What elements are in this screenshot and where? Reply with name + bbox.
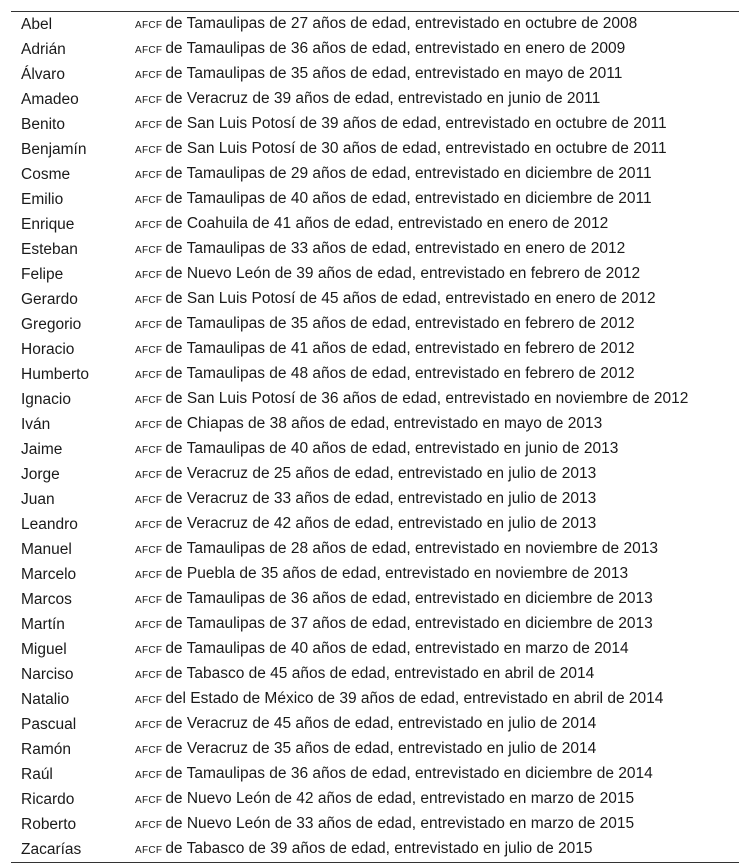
interviewee-name: Álvaro <box>21 66 65 83</box>
abbreviation-label: AFCF <box>135 795 163 806</box>
description-text: de Tamaulipas de 29 años de edad, entrevistado en diciembre de 2011 <box>165 165 652 182</box>
description-text: de Tamaulipas de 33 años de edad, entrevistado en enero de 2012 <box>165 240 626 257</box>
interviewee-name: Benito <box>21 116 65 133</box>
description-text: de Tamaulipas de 40 años de edad, entrevistado en marzo de 2014 <box>165 640 629 657</box>
table-row <box>11 387 739 412</box>
interviewee-name: Pascual <box>21 716 77 733</box>
interviewee-name: Gregorio <box>21 316 82 333</box>
interviewee-description <box>135 812 739 837</box>
table-row <box>11 362 739 387</box>
description-text: del Estado de México de 39 años de edad, entrevistado en abril de 2014 <box>165 690 664 707</box>
interviewee-description <box>135 62 739 87</box>
interviewee-name: Narciso <box>21 666 74 683</box>
table-row <box>11 537 739 562</box>
table-row <box>11 337 739 362</box>
description-text: de Nuevo León de 42 años de edad, entrevistado en marzo de 2015 <box>165 790 635 807</box>
abbreviation-label: AFCF <box>135 495 163 506</box>
interviewee-description <box>135 362 739 387</box>
table-row <box>11 62 739 87</box>
table-row <box>11 312 739 337</box>
interviewee-name: Enrique <box>21 216 75 233</box>
interviewee-name: Gerardo <box>21 291 78 308</box>
table-row <box>11 187 739 212</box>
table-row <box>11 562 739 587</box>
interviewee-description <box>135 612 739 637</box>
interviewee-description <box>135 712 739 737</box>
table-row <box>11 587 739 612</box>
interviewee-table <box>11 11 739 863</box>
abbreviation-label: AFCF <box>135 170 163 181</box>
interviewee-name: Marcelo <box>21 566 77 583</box>
abbreviation-label: AFCF <box>135 70 163 81</box>
interviewee-description <box>135 787 739 812</box>
interviewee-description <box>135 562 739 587</box>
table-row <box>11 512 739 537</box>
table-row <box>11 412 739 437</box>
description-text: de Tamaulipas de 36 años de edad, entrevistado en diciembre de 2014 <box>165 765 653 782</box>
description-text: de Puebla de 35 años de edad, entrevistado en noviembre de 2013 <box>165 565 629 582</box>
interviewee-name: Zacarías <box>21 841 82 858</box>
interviewee-description <box>135 287 739 312</box>
table-row <box>11 162 739 187</box>
interviewee-name: Iván <box>21 416 51 433</box>
interviewee-description <box>135 537 739 562</box>
interviewee-name: Juan <box>21 491 55 508</box>
table-row <box>11 87 739 112</box>
interviewee-description <box>135 662 739 687</box>
description-text: de Veracruz de 39 años de edad, entrevistado en junio de 2011 <box>165 90 601 107</box>
abbreviation-label: AFCF <box>135 670 163 681</box>
interviewee-description <box>135 487 739 512</box>
abbreviation-label: AFCF <box>135 745 163 756</box>
abbreviation-label: AFCF <box>135 545 163 556</box>
interviewee-description <box>135 762 739 787</box>
abbreviation-label: AFCF <box>135 845 163 856</box>
interviewee-name: Natalio <box>21 691 70 708</box>
description-text: de Tamaulipas de 37 años de edad, entrevistado en diciembre de 2013 <box>165 615 653 632</box>
abbreviation-label: AFCF <box>135 45 163 56</box>
table-row <box>11 612 739 637</box>
abbreviation-label: AFCF <box>135 770 163 781</box>
interviewee-description <box>135 137 739 162</box>
interviewee-name: Emilio <box>21 191 64 208</box>
description-text: de San Luis Potosí de 39 años de edad, entrevistado en octubre de 2011 <box>165 115 667 132</box>
table-row <box>11 787 739 812</box>
interviewee-name: Humberto <box>21 366 90 383</box>
table-row <box>11 487 739 512</box>
abbreviation-label: AFCF <box>135 620 163 631</box>
interviewee-name: Jaime <box>21 441 63 458</box>
description-text: de Tamaulipas de 36 años de edad, entrevistado en diciembre de 2013 <box>165 590 653 607</box>
abbreviation-label: AFCF <box>135 395 163 406</box>
description-text: de Nuevo León de 33 años de edad, entrevistado en marzo de 2015 <box>165 815 635 832</box>
interviewee-name: Manuel <box>21 541 72 558</box>
interviewee-name: Cosme <box>21 166 71 183</box>
table-row <box>11 112 739 137</box>
abbreviation-label: AFCF <box>135 470 163 481</box>
description-text: de Tabasco de 39 años de edad, entrevistado en julio de 2015 <box>165 840 593 857</box>
interviewee-name: Benjamín <box>21 141 87 158</box>
description-text: de Tamaulipas de 28 años de edad, entrevistado en noviembre de 2013 <box>165 540 658 557</box>
abbreviation-label: AFCF <box>135 145 163 156</box>
abbreviation-label: AFCF <box>135 720 163 731</box>
description-text: de Tamaulipas de 41 años de edad, entrevistado en febrero de 2012 <box>165 340 635 357</box>
abbreviation-label: AFCF <box>135 420 163 431</box>
interviewee-description <box>135 637 739 662</box>
description-text: de Tamaulipas de 36 años de edad, entrevistado en enero de 2009 <box>165 40 626 57</box>
interviewee-description <box>135 587 739 612</box>
table-row <box>11 712 739 737</box>
description-text: de Tamaulipas de 35 años de edad, entrevistado en febrero de 2012 <box>165 315 635 332</box>
interviewee-name: Miguel <box>21 641 67 658</box>
interviewee-name: Raúl <box>21 766 53 783</box>
abbreviation-label: AFCF <box>135 645 163 656</box>
table-row <box>11 212 739 237</box>
interviewee-description <box>135 387 739 412</box>
description-text: de Tabasco de 45 años de edad, entrevistado en abril de 2014 <box>165 665 595 682</box>
table-body <box>11 12 739 863</box>
interviewee-description <box>135 37 739 62</box>
interviewee-description <box>135 162 739 187</box>
table-row <box>11 662 739 687</box>
interviewee-name: Ignacio <box>21 391 71 408</box>
table-row <box>11 437 739 462</box>
abbreviation-label: AFCF <box>135 195 163 206</box>
table-row <box>11 812 739 837</box>
interviewee-table-container <box>11 11 739 863</box>
table-row <box>11 687 739 712</box>
interviewee-name: Ricardo <box>21 791 75 808</box>
description-text: de San Luis Potosí de 30 años de edad, entrevistado en octubre de 2011 <box>165 140 667 157</box>
interviewee-name: Roberto <box>21 816 77 833</box>
abbreviation-label: AFCF <box>135 245 163 256</box>
description-text: de Coahuila de 41 años de edad, entrevistado en enero de 2012 <box>165 215 609 232</box>
table-row <box>11 837 739 863</box>
interviewee-name: Jorge <box>21 466 60 483</box>
interviewee-name: Horacio <box>21 341 75 358</box>
interviewee-name: Felipe <box>21 266 64 283</box>
description-text: de Nuevo León de 39 años de edad, entrevistado en febrero de 2012 <box>165 265 641 282</box>
table-row <box>11 237 739 262</box>
interviewee-description <box>135 687 739 712</box>
interviewee-description <box>135 512 739 537</box>
table-row <box>11 762 739 787</box>
interviewee-description <box>135 187 739 212</box>
table-row <box>11 737 739 762</box>
abbreviation-label: AFCF <box>135 595 163 606</box>
interviewee-description <box>135 437 739 462</box>
interviewee-description <box>135 237 739 262</box>
interviewee-name: Adrián <box>21 41 66 58</box>
interviewee-name: Marcos <box>21 591 72 608</box>
interviewee-description <box>135 87 739 112</box>
description-text: de Chiapas de 38 años de edad, entrevistado en mayo de 2013 <box>165 415 603 432</box>
interviewee-name: Esteban <box>21 241 78 258</box>
description-text: de Tamaulipas de 35 años de edad, entrevistado en mayo de 2011 <box>165 65 623 82</box>
abbreviation-label: AFCF <box>135 120 163 131</box>
interviewee-description <box>135 462 739 487</box>
abbreviation-label: AFCF <box>135 570 163 581</box>
description-text: de San Luis Potosí de 45 años de edad, entrevistado en enero de 2012 <box>165 290 656 307</box>
description-text: de Tamaulipas de 40 años de edad, entrevistado en junio de 2013 <box>165 440 619 457</box>
table-row <box>11 462 739 487</box>
description-text: de Veracruz de 35 años de edad, entrevistado en julio de 2014 <box>165 740 597 757</box>
abbreviation-label: AFCF <box>135 520 163 531</box>
abbreviation-label: AFCF <box>135 445 163 456</box>
description-text: de Veracruz de 45 años de edad, entrevistado en julio de 2014 <box>165 715 597 732</box>
description-text: de Veracruz de 25 años de edad, entrevistado en julio de 2013 <box>165 465 597 482</box>
description-text: de Tamaulipas de 27 años de edad, entrevistado en octubre de 2008 <box>165 15 638 32</box>
abbreviation-label: AFCF <box>135 820 163 831</box>
abbreviation-label: AFCF <box>135 95 163 106</box>
abbreviation-label: AFCF <box>135 345 163 356</box>
table-row <box>11 137 739 162</box>
table-row <box>11 287 739 312</box>
interviewee-description <box>135 212 739 237</box>
abbreviation-label: AFCF <box>135 370 163 381</box>
interviewee-name: Abel <box>21 16 53 33</box>
abbreviation-label: AFCF <box>135 320 163 331</box>
description-text: de Tamaulipas de 40 años de edad, entrevistado en diciembre de 2011 <box>165 190 652 207</box>
interviewee-description <box>135 412 739 437</box>
table-row <box>11 12 739 38</box>
interviewee-description <box>135 112 739 137</box>
interviewee-name: Leandro <box>21 516 78 533</box>
table-row <box>11 637 739 662</box>
description-text: de San Luis Potosí de 36 años de edad, entrevistado en noviembre de 2012 <box>165 390 689 407</box>
interviewee-description <box>135 312 739 337</box>
interviewee-name: Martín <box>21 616 65 633</box>
interviewee-description <box>135 737 739 762</box>
interviewee-description <box>135 12 739 38</box>
interviewee-description <box>135 262 739 287</box>
description-text: de Tamaulipas de 48 años de edad, entrevistado en febrero de 2012 <box>165 365 635 382</box>
interviewee-name: Amadeo <box>21 91 79 108</box>
interviewee-description <box>135 337 739 362</box>
abbreviation-label: AFCF <box>135 20 163 31</box>
table-row <box>11 37 739 62</box>
description-text: de Veracruz de 42 años de edad, entrevistado en julio de 2013 <box>165 515 597 532</box>
abbreviation-label: AFCF <box>135 295 163 306</box>
abbreviation-label: AFCF <box>135 270 163 281</box>
table-row <box>11 262 739 287</box>
interviewee-description <box>135 837 739 863</box>
interviewee-name: Ramón <box>21 741 71 758</box>
description-text: de Veracruz de 33 años de edad, entrevistado en julio de 2013 <box>165 490 597 507</box>
abbreviation-label: AFCF <box>135 220 163 231</box>
abbreviation-label: AFCF <box>135 695 163 706</box>
